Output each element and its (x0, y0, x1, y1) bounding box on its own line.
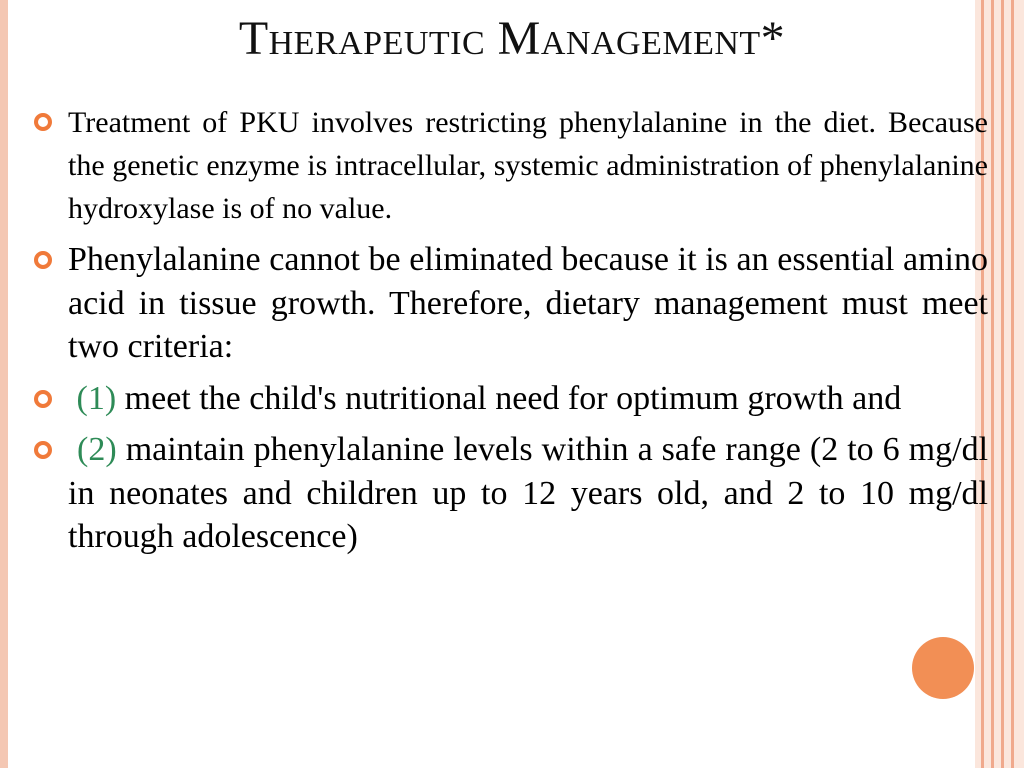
right-frame-line (1011, 0, 1014, 768)
bullet-item-3 (28, 377, 988, 421)
bullet-item-4 (28, 428, 988, 559)
bullet-text: Treatment of PKU involves restricting phenylalanine in the diet. Because the genetic enzyme is intracellular, systemic administration of phenylalanine hydroxylase is of no value. (68, 106, 988, 225)
right-frame-line (1001, 0, 1004, 768)
decorative-circle (912, 637, 974, 699)
right-frame-line (991, 0, 994, 768)
bullet-circle-icon (34, 441, 52, 459)
bullet-circle-icon (34, 390, 52, 408)
criterion-text: maintain phenylalanine levels within a safe range (2 to 6 mg/dl in neonates and children up to 12 years old, and 2 to 10 mg/dl through adolescence) (68, 431, 989, 555)
bullet-item-1 (28, 101, 988, 230)
criterion-number: (2) (77, 431, 117, 468)
bullet-circle-icon (34, 113, 52, 131)
bullet-text (68, 428, 988, 559)
bullet-list (28, 101, 988, 567)
bullet-circle-icon (34, 251, 52, 269)
slide-title: Therapeutic Management* (238, 12, 786, 65)
bullet-text: Phenylalanine cannot be eliminated because it is an essential amino acid in tissue growth. Therefore, dietary management must meet two criteria: (68, 241, 988, 365)
criterion-text: meet the child's nutritional need for optimum growth and (124, 379, 902, 417)
bullet-text (68, 377, 988, 421)
bullet-item-2 (28, 238, 988, 369)
criterion-number: (1) (76, 379, 117, 417)
left-frame-bar (0, 0, 8, 768)
